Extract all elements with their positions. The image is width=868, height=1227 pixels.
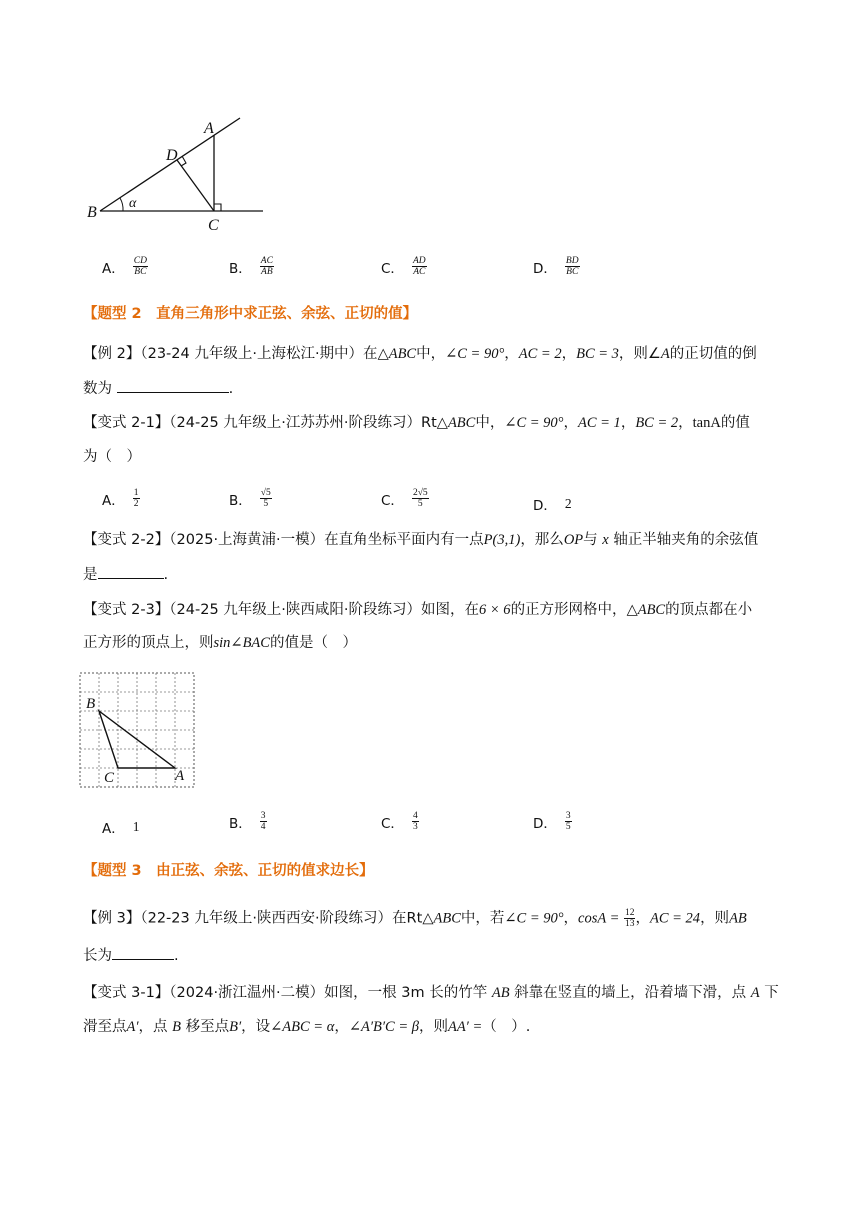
option-fraction: $\frac{2√5}{5}$	[412, 488, 428, 509]
v23-option-b[interactable]: B． $\frac{3}{4}$	[229, 811, 266, 832]
example3-line2: 长为 .	[83, 945, 179, 966]
option-letter: B．	[229, 260, 252, 277]
variant23-line1: 【变式 2-3】（24-25 九年级上·陕西咸阳·阶段练习）如图，在6 × 6的正方形网格中，△ABC的顶点都在小	[83, 602, 753, 618]
question-tag: 【例 3】	[83, 910, 141, 927]
label-A: A	[175, 768, 185, 784]
variant22-line1: 【变式 2-2】（2025·上海黄浦·一模）在直角坐标平面内有一点P(3,1)，那么OP与 x 轴正半轴夹角的余弦值	[83, 532, 759, 548]
grid-diagram	[78, 670, 198, 790]
label-A: A	[204, 120, 214, 137]
figure-grid-triangle	[78, 670, 198, 790]
option-letter: D．	[533, 260, 557, 277]
q1-option-b[interactable]	[229, 256, 274, 277]
answer-blank[interactable]	[98, 564, 164, 579]
v21-option-a[interactable]: A． $\frac{1}{2}$	[102, 488, 139, 509]
question-tag: 【变式 2-2】	[83, 532, 170, 548]
example2-line2: 数为 .	[83, 378, 233, 399]
question-tag: 【例 2】	[83, 346, 141, 362]
question-tag: 【变式 2-1】	[83, 415, 170, 431]
option-fraction: $\frac{AD}{AC}$	[412, 256, 426, 277]
label-B: B	[87, 204, 97, 221]
label-C: C	[208, 217, 219, 234]
option-fraction: $\frac{√5}{5}$	[260, 488, 271, 509]
answer-blank[interactable]	[117, 378, 229, 393]
label-D: D	[166, 147, 178, 164]
option-fraction: $\frac{CD}{BC}$	[133, 256, 147, 277]
option-fraction: $\frac{3}{4}$	[260, 811, 266, 832]
option-fraction: $\frac{AC}{AB}$	[260, 256, 273, 277]
v23-option-a[interactable]: A． 1	[102, 819, 140, 837]
figure-right-triangle	[80, 110, 280, 235]
variant31-line1: 【变式 3-1】（2024·浙江温州·二模）如图，一根 3m 长的竹竿 AB 斜靠在竖直的墙上，沿着墙下滑，点 A 下	[83, 985, 779, 1001]
question-tag: 【变式 3-1】	[83, 985, 170, 1001]
answer-blank[interactable]	[112, 945, 174, 960]
variant22-line2: 是 .	[83, 564, 168, 585]
triangle-diagram	[80, 110, 280, 235]
section-heading-type3: 【题型 3 由正弦、余弦、正切的值求边长】	[83, 863, 374, 879]
option-letter: C．	[381, 260, 404, 277]
v23-option-d[interactable]: D． $\frac{3}{5}$	[533, 811, 571, 832]
variant31-line2: 滑至点A′，点 B 移至点B′，设∠ABC = α，∠A′B′C = β，则AA′ =（ ）.	[83, 1019, 531, 1035]
option-fraction: $\frac{1}{2}$	[133, 488, 139, 509]
label-alpha: α	[129, 196, 137, 211]
v21-option-d[interactable]: D． 2	[533, 496, 572, 514]
label-B: B	[86, 696, 96, 712]
q1-option-a[interactable]	[102, 256, 148, 277]
q1-option-d[interactable]	[533, 256, 580, 277]
variant23-line2: 正方形的顶点上，则sin∠BAC的值是（ ）	[83, 635, 357, 651]
q1-option-c[interactable]	[381, 256, 427, 277]
option-fraction: $\frac{BD}{BC}$	[565, 256, 579, 277]
v23-option-c[interactable]: C． $\frac{4}{3}$	[381, 811, 418, 832]
option-fraction: $\frac{3}{5}$	[565, 811, 571, 832]
cos-fraction: $\frac{12}{13}$	[624, 908, 635, 929]
question-tag: 【变式 2-3】	[83, 602, 170, 618]
example3-line1: 【例 3】（22-23 九年级上·陕西西安·阶段练习）在Rt△ABC中，若∠C = 90°，cosA = $\frac{12}{13}$ ，AC = 24，则AB	[83, 908, 747, 929]
label-C: C	[104, 770, 115, 786]
section-heading-type2: 【题型 2 直角三角形中求正弦、余弦、正切的值】	[83, 306, 418, 322]
v21-option-c[interactable]: C． $\frac{2√5}{5}$	[381, 488, 428, 509]
example2-line1: 【例 2】（23-24 九年级上·上海松江·期中）在△ABC中，∠C = 90°，AC = 2，BC = 3，则∠A的正切值的倒	[83, 346, 757, 362]
variant21-line2: 为（ ）	[83, 449, 141, 465]
variant21-line1: 【变式 2-1】（24-25 九年级上·江苏苏州·阶段练习）Rt△ABC中，∠C = 90°，AC = 1，BC = 2，tanA的值	[83, 415, 750, 431]
option-letter: A．	[102, 260, 125, 277]
v21-option-b[interactable]: B． $\frac{√5}{5}$	[229, 488, 271, 509]
option-fraction: $\frac{4}{3}$	[412, 811, 418, 832]
